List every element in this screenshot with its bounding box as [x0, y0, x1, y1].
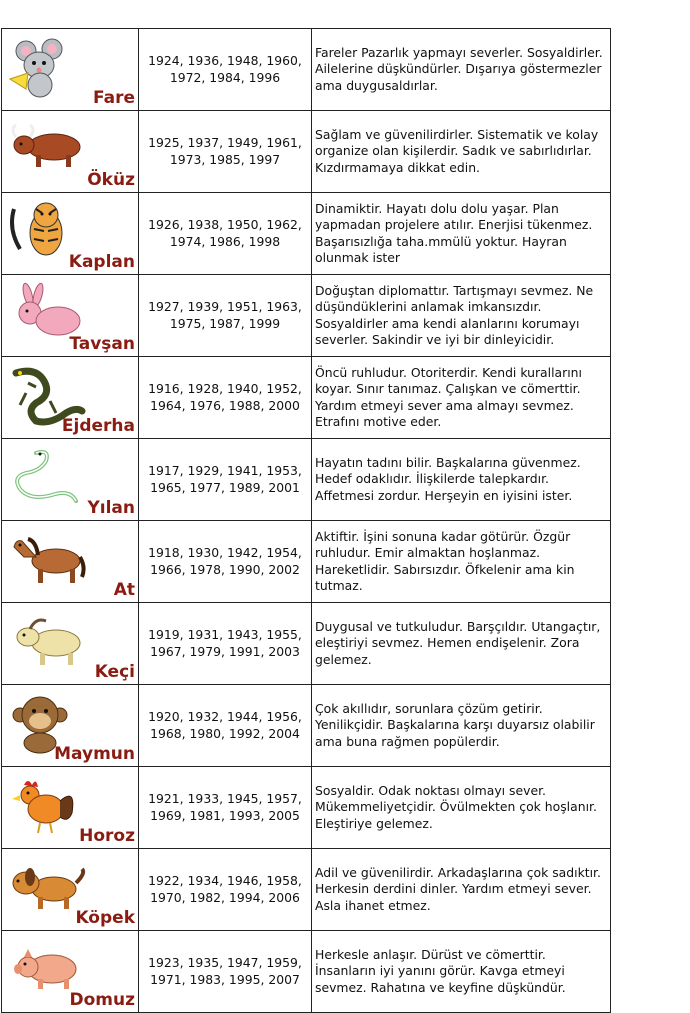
- description-cell: Çok akıllıdır, sorunlara çözüm getirir. Yenilikçidir. Başkalarına karşı duyarsız olabilir ama buna rağmen popülerdir.: [312, 685, 611, 767]
- years-cell: 1927, 1939, 1951, 1963, 1975, 1987, 1999: [139, 275, 312, 357]
- animal-name: Tavşan: [69, 334, 135, 354]
- animal-name: Ejderha: [61, 416, 135, 436]
- years-cell: 1926, 1938, 1950, 1962, 1974, 1986, 1998: [139, 193, 312, 275]
- animal-name: Köpek: [75, 908, 135, 928]
- mouse-icon: [6, 35, 86, 99]
- animal-cell: [2, 767, 139, 849]
- description-cell: Duygusal ve tutkuludur. Barşçıldır. Utangaçtır, eleştiriyi sevmez. Hemen endişelenir. Zora gelemez.: [312, 603, 611, 685]
- animal-name: Fare: [92, 88, 135, 108]
- years-cell: 1924, 1936, 1948, 1960, 1972, 1984, 1996: [139, 29, 312, 111]
- years-cell: 1920, 1932, 1944, 1956, 1968, 1980, 1992, 2004: [139, 685, 312, 767]
- years-cell: 1918, 1930, 1942, 1954, 1966, 1978, 1990, 2002: [139, 521, 312, 603]
- animal-name: Domuz: [69, 990, 135, 1010]
- years-cell: 1923, 1935, 1947, 1959, 1971, 1983, 1995, 2007: [139, 931, 312, 1013]
- animal-cell: [2, 275, 139, 357]
- description-cell: Dinamiktir. Hayatı dolu dolu yaşar. Plan yapmadan projelere atılır. Enerjisi tükenmez. Başarısızlığa taha.mmülü yoktur. Hayran olunmak ister: [312, 193, 611, 275]
- description-cell: Herkesle anlaşır. Dürüst ve cömerttir. İnsanların iyi yanını görür. Kavga etmeyi sevmez. Rahatına ve keyfine düşkündür.: [312, 931, 611, 1013]
- description-cell: Doğuştan diplomattır. Tartışmayı sevmez. Ne düşündüklerini anlamak imkansızdır. Sosyaldirler ama kendi alanlarını korumayı severler. Sakindir ve iyi bir dinleyicidir.: [312, 275, 611, 357]
- animal-cell: [2, 521, 139, 603]
- dog-icon: [6, 855, 86, 919]
- zodiac-table: [1, 28, 611, 1013]
- years-cell: 1925, 1937, 1949, 1961, 1973, 1985, 1997: [139, 111, 312, 193]
- table-row: [2, 357, 611, 439]
- table-row: [2, 521, 611, 603]
- horse-icon: [6, 527, 86, 591]
- years-cell: 1916, 1928, 1940, 1952, 1964, 1976, 1988, 2000: [139, 357, 312, 439]
- table-row: [2, 275, 611, 357]
- description-cell: Fareler Pazarlık yapmayı severler. Sosyaldirler. Ailelerine düşkündürler. Dışarıya göstermezler ama duygusaldırlar.: [312, 29, 611, 111]
- animal-cell: [2, 357, 139, 439]
- animal-cell: [2, 439, 139, 521]
- animal-cell: [2, 685, 139, 767]
- table-row: [2, 193, 611, 275]
- animal-cell: [2, 931, 139, 1013]
- table-row: [2, 111, 611, 193]
- animal-name: Yılan: [87, 498, 135, 518]
- animal-cell: [2, 111, 139, 193]
- years-cell: 1919, 1931, 1943, 1955, 1967, 1979, 1991, 2003: [139, 603, 312, 685]
- goat-icon: [6, 609, 86, 673]
- table-row: [2, 931, 611, 1013]
- animal-name: Kaplan: [68, 252, 135, 272]
- years-cell: 1921, 1933, 1945, 1957, 1969, 1981, 1993, 2005: [139, 767, 312, 849]
- rooster-icon: [6, 773, 86, 837]
- description-cell: Sosyaldir. Odak noktası olmayı sever. Mükemmeliyetçidir. Övülmekten çok hoşlanır. Eleştiriye gelemez.: [312, 767, 611, 849]
- description-cell: Aktiftir. İşini sonuna kadar götürür. Özgür ruhludur. Emir almaktan hoşlanmaz. Hareketlidir. Sabırsızdır. Öfkelenir ama kin tutmaz.: [312, 521, 611, 603]
- table-row: [2, 767, 611, 849]
- animal-cell: [2, 193, 139, 275]
- years-cell: 1917, 1929, 1941, 1953, 1965, 1977, 1989, 2001: [139, 439, 312, 521]
- table-row: [2, 29, 611, 111]
- snake-icon: [6, 445, 86, 509]
- years-cell: 1922, 1934, 1946, 1958, 1970, 1982, 1994, 2006: [139, 849, 312, 931]
- animal-cell: [2, 603, 139, 685]
- table-row: [2, 603, 611, 685]
- table-row: [2, 439, 611, 521]
- animal-cell: [2, 849, 139, 931]
- animal-name: Öküz: [87, 170, 135, 190]
- description-cell: Hayatın tadını bilir. Başkalarına güvenmez. Hedef odaklıdır. İlişkilerde talepkardır. Affetmesi zordur. Herşeyin en iyisini ister.: [312, 439, 611, 521]
- animal-name: Maymun: [54, 744, 135, 764]
- description-cell: Öncü ruhludur. Otoriterdir. Kendi kurallarını koyar. Sınır tanımaz. Çalışkan ve cömerttir. Yardım etmeyi sever ama almayı sevmez. Etrafını motive eder.: [312, 357, 611, 439]
- animal-cell: [2, 29, 139, 111]
- description-cell: Sağlam ve güvenilirdirler. Sistematik ve kolay organize olan kişilerdir. Sadık ve sabırlıdırlar. Kızdırmamaya dikkat edin.: [312, 111, 611, 193]
- description-cell: Adil ve güvenilirdir. Arkadaşlarına çok sadıktır. Herkesin derdini dinler. Yardım etmeyi sever. Asla ihanet etmez.: [312, 849, 611, 931]
- ox-icon: [6, 117, 86, 181]
- animal-name: Horoz: [79, 826, 135, 846]
- table-row: [2, 685, 611, 767]
- animal-name: Keçi: [94, 662, 135, 682]
- animal-name: At: [113, 580, 135, 600]
- table-row: [2, 849, 611, 931]
